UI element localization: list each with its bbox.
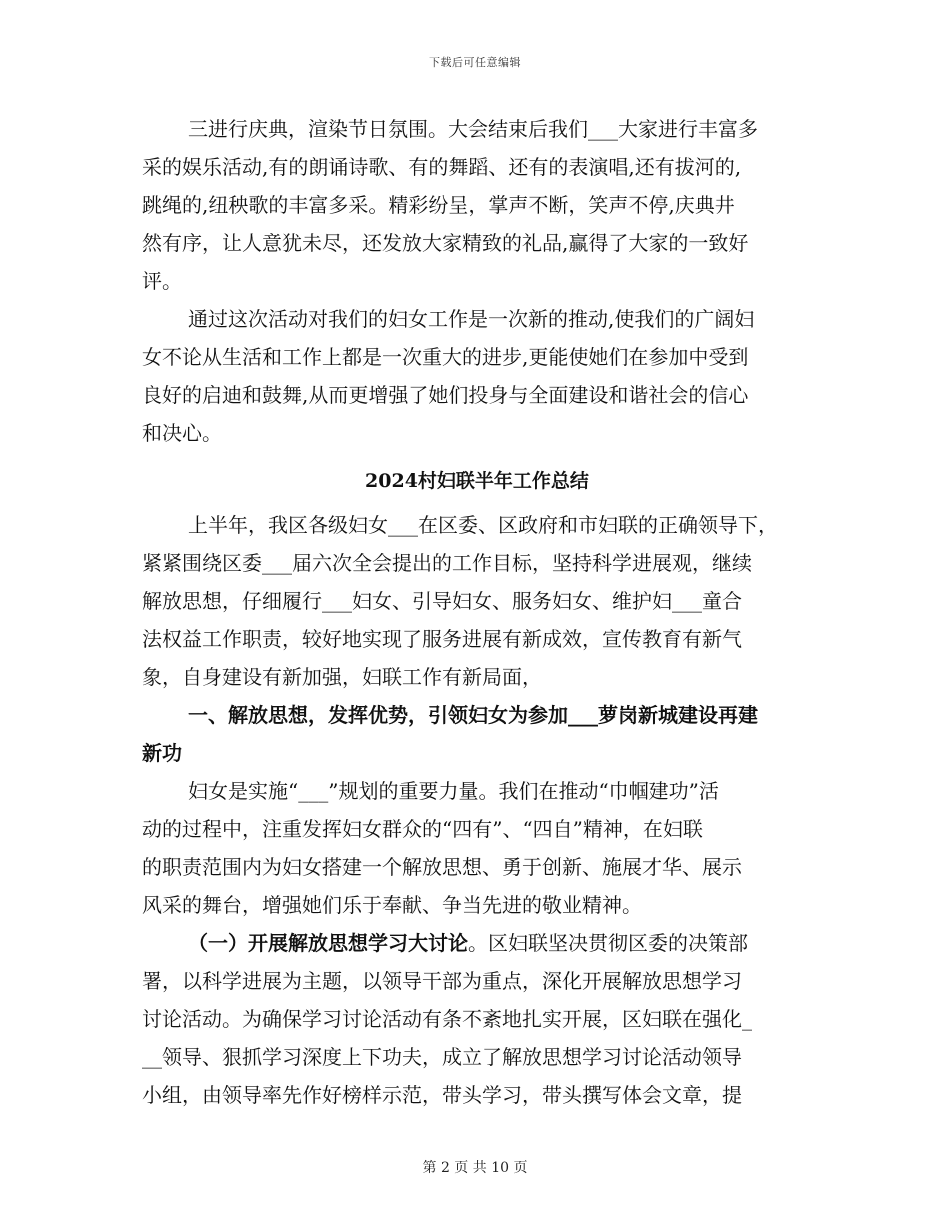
text-line: 小组，由领导率先作好榜样示范，带头学习，带头撰写体会文章，提 <box>142 1083 742 1107</box>
section-heading-1 <box>142 696 812 772</box>
paragraph-half-year-intro <box>142 506 812 696</box>
text-run: 。区妇联坚决贯彻区委的决策部 <box>468 931 748 955</box>
text-line: __领导、狠抓学习深度上下功夫，成立了解放思想学习讨论活动领导 <box>142 1045 742 1069</box>
text-line: 象，自身建设有新加强，妇联工作有新局面， <box>142 665 542 689</box>
paragraph-discussion <box>142 924 812 1114</box>
heading-line: 一、解放思想，发挥优势，引领妇女为参加___萝岗新城建设再建 <box>188 703 758 727</box>
text-line: 和决心。 <box>142 421 222 445</box>
text-line <box>142 924 812 962</box>
page-number: 第 2 页 共 10 页 <box>422 1160 528 1176</box>
text-line: 上半年，我区各级妇女___在区委、区政府和市妇联的正确领导下， <box>188 513 778 537</box>
text-line: 跳绳的,纽秧歌的丰富多采。精彩纷呈，掌声不断，笑声不停,庆典井 <box>142 193 735 217</box>
text-line: 讨论活动。为确保学习讨论活动有条不紊地扎实开展，区妇联在强化_ <box>142 1007 752 1031</box>
document-title: 2024村妇联半年工作总结 <box>365 470 589 492</box>
text-line: 的职责范围内为妇女搭建一个解放思想、勇于创新、施展才华、展示 <box>142 855 742 879</box>
text-line: 良好的启迪和鼓舞,从而更增强了她们投身与全面建设和谐社会的信心 <box>142 383 749 407</box>
text-line: 女不论从生活和工作上都是一次重大的进步,更能使她们在参加中受到 <box>142 345 749 369</box>
text-line: 采的娱乐活动,有的朗诵诗歌、有的舞蹈、还有的表演唱,还有拔河的, <box>142 155 742 179</box>
subheading-lead: （一）开展解放思想学习大讨论 <box>188 931 468 955</box>
text-line: 风采的舞台，增强她们乐于奉献、争当先进的敬业精神。 <box>142 893 642 917</box>
header-note: 下载后可任意编辑 <box>429 56 521 69</box>
heading-line: 新功 <box>142 741 182 765</box>
text-line: 三进行庆典，渲染节日氛围。大会结束后我们___大家进行丰富多 <box>188 117 758 141</box>
text-line: 评。 <box>142 269 182 293</box>
text-line: 动的过程中，注重发挥妇女群众的“四有”、“四自”精神，在妇联 <box>142 817 703 841</box>
text-line: 妇女是实施“___”规划的重要力量。我们在推动“巾帼建功”活 <box>188 779 719 803</box>
text-line: 解放思想，仔细履行___妇女、引导妇女、服务妇女、维护妇___童合 <box>142 589 742 613</box>
paragraph-activity-impact <box>142 300 812 452</box>
text-line: 通过这次活动对我们的妇女工作是一次新的推动,使我们的广阔妇 <box>188 307 755 331</box>
text-line: 署，以科学进展为主题，以领导干部为重点，深化开展解放思想学习 <box>142 969 742 993</box>
document-body <box>142 110 812 1114</box>
text-line: 法权益工作职责，较好地实现了服务进展有新成效，宣传教育有新气 <box>142 627 742 651</box>
text-line: 紧紧围绕区委___届六次全会提出的工作目标，坚持科学进展观，继续 <box>142 551 752 575</box>
paragraph-celebration <box>142 110 812 300</box>
text-line: 然有序，让人意犹未尽，还发放大家精致的礼品,赢得了大家的一致好 <box>142 231 749 255</box>
paragraph-women-role <box>142 772 812 924</box>
